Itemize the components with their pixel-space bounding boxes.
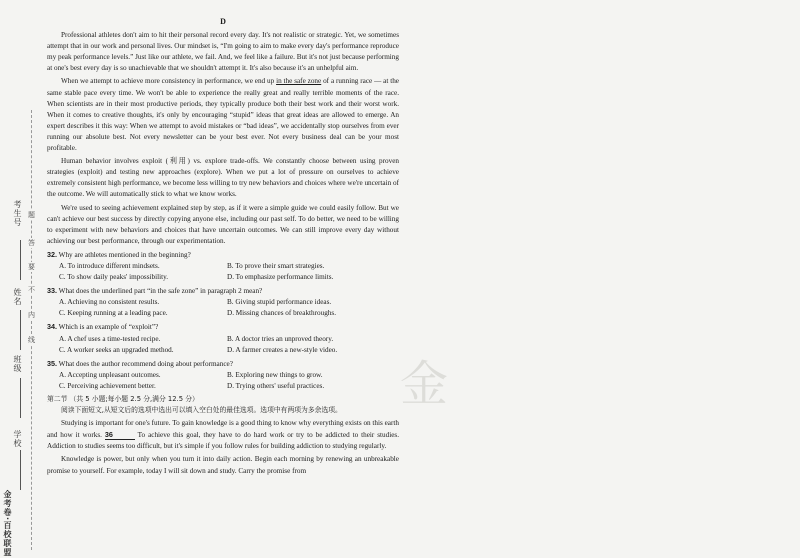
option-c[interactable]: C. Perceiving achievement better. (59, 381, 156, 390)
option-a[interactable]: A. To introduce different mindsets. (59, 261, 160, 270)
passage-text: Studying is important for one's future. To gain knowledge is a good thing to know why everything exists on this earth and how it works. (47, 419, 399, 440)
question-35 (47, 358, 399, 370)
options-35 (59, 370, 399, 392)
question-stem: Why are athletes mentioned in the beginning? (58, 250, 191, 259)
exam-content (47, 16, 399, 479)
question-number: 32. (47, 249, 57, 259)
paragraph-2-rest: of a running race — at the same stable pace every time. We won't be able to experience the really great and really terrible moments of the race. When scientists are in their most productive periods, they typically produce both their best work and their worst work. When it comes to creative thoughts, it's only by encouraging “stupid” ideas that great ideas are allowed to emerge. An expert describes it this way: When we attempt to avoid mistakes or “bad ideas”, we accidentally stop ourselves from ever running our absolute best. Not every newsletter can be your best ever. Not every business deal can be your most profitable. (47, 77, 399, 153)
seal-char: 答 (28, 239, 35, 247)
exam-number-blank (20, 240, 21, 280)
paragraph-2 (47, 76, 399, 154)
passage-text: To achieve this goal, they have to do hard work or try to be addicted to their studies. Addiction to studies seems too difficult, but it's simple if you follow rules for building addiction to studying regularly. (47, 431, 399, 451)
options-33 (59, 297, 399, 319)
name-label: 姓名 (13, 288, 22, 306)
question-stem: Which is an example of “exploit”? (58, 323, 159, 332)
options-34 (59, 334, 399, 356)
binding-margin (0, 0, 40, 558)
class-blank (20, 378, 21, 418)
option-d[interactable]: D. A farmer creates a new-style video. (227, 345, 338, 354)
passage-paragraph-1 (47, 418, 399, 452)
option-c[interactable]: C. Keeping running at a leading pace. (59, 309, 168, 318)
question-number: 34. (47, 322, 57, 332)
option-b[interactable]: B. A doctor tries an unproved theory. (227, 334, 334, 343)
watermark: 金 (400, 356, 449, 412)
options-32 (59, 261, 399, 283)
name-blank (20, 310, 21, 350)
option-d[interactable]: D. To emphasize performance limits. (227, 273, 334, 282)
seal-char: 内 (28, 311, 35, 319)
seal-line (31, 110, 33, 550)
option-b[interactable]: B. To prove their smart strategies. (227, 261, 325, 270)
question-34 (47, 321, 399, 333)
seal-char: 线 (28, 336, 35, 344)
option-c[interactable]: C. To show daily peaks' impossibility. (59, 273, 169, 282)
paragraph-4: We're used to seeing achievement explained step by step, as if it were a simple guide we could easily follow. But we can't achieve our best success by directly copying anyone else, including our past self. To do better, we need to be willing to experiment with new behaviors and choices that have uncertain outcomes. We can still improve every day without achieving our best performance, through our experimentation. (47, 203, 399, 245)
option-a[interactable]: A. Accepting unpleasant outcomes. (59, 370, 161, 379)
section-title: D (220, 17, 226, 26)
option-b[interactable]: B. Exploring new things to grow. (227, 370, 323, 379)
question-32 (47, 249, 399, 261)
paragraph-3: Human behavior involves exploit (利用) vs. explore trade-offs. We constantly choose between using proven strategies (exploit) and testing new approaches (explore). When we put a lot of pressure on ourselves to achieve extremely consistent high performance, we become less willing to try new behaviors and choices where we're uncertain of the outcome. We will automatically stick to what we know works. (47, 157, 399, 199)
option-d[interactable]: D. Trying others' useful practices. (227, 381, 325, 390)
option-b[interactable]: B. Giving stupid performance ideas. (227, 298, 332, 307)
option-c[interactable]: C. A worker seeks an upgraded method. (59, 345, 174, 354)
seal-char: 要 (28, 263, 35, 271)
seal-char: 题 (28, 211, 35, 219)
question-33 (47, 285, 399, 297)
paragraph-1: Professional athletes don't aim to hit their personal record every day. It's not realistic or strategic. Yet, we sometimes attempt that in our work and personal lives. Our mindset is, “I'm going to aim to make every day's performance reproduce my peak performance levels.” Just like our athlete, we fail. And, we feel like a failure. But it's not just because performing at one's best every day is so unachievable that we shouldn't attempt it. It's also because it's an unhelpful aim. (47, 31, 399, 73)
brand-label: 金考卷·百校联盟 (3, 490, 12, 558)
question-number: 33. (47, 286, 57, 296)
option-a[interactable]: A. Achieving no consistent results. (59, 298, 160, 307)
underlined-phrase: in the safe zone (276, 77, 322, 86)
section-2-instruction: 阅读下面短文,从短文后的选项中选出可以填入空白处的最佳选项。选项中有两项为多余选项。 (61, 406, 342, 415)
class-label: 班级 (13, 355, 22, 373)
school-label: 学校 (13, 430, 22, 448)
blank-36: 36 (105, 430, 135, 440)
option-d[interactable]: D. Missing chances of breakthroughs. (227, 309, 336, 318)
paragraph-2-start: When we attempt to achieve more consistency in performance, we end up (61, 77, 277, 86)
question-stem: What does the underlined part “in the safe zone” in paragraph 2 mean? (58, 287, 263, 296)
option-a[interactable]: A. A chef uses a time-tested recipe. (59, 334, 161, 343)
section-2-heading: 第二节 （共 5 小题;每小题 2.5 分,满分 12.5 分） (47, 395, 199, 403)
passage-paragraph-2: Knowledge is power, but only when you turn it into daily action. Begin each morning by renewing an unbreakable promise to yourself. For example, today I will sit down and study. Carry the promise from (47, 455, 399, 475)
exam-number-label: 考生号 (13, 200, 22, 227)
question-stem: What does the author recommend doing about performance? (58, 359, 233, 368)
seal-char: 不 (28, 286, 35, 294)
school-blank (20, 450, 21, 490)
question-number: 35. (47, 358, 57, 368)
